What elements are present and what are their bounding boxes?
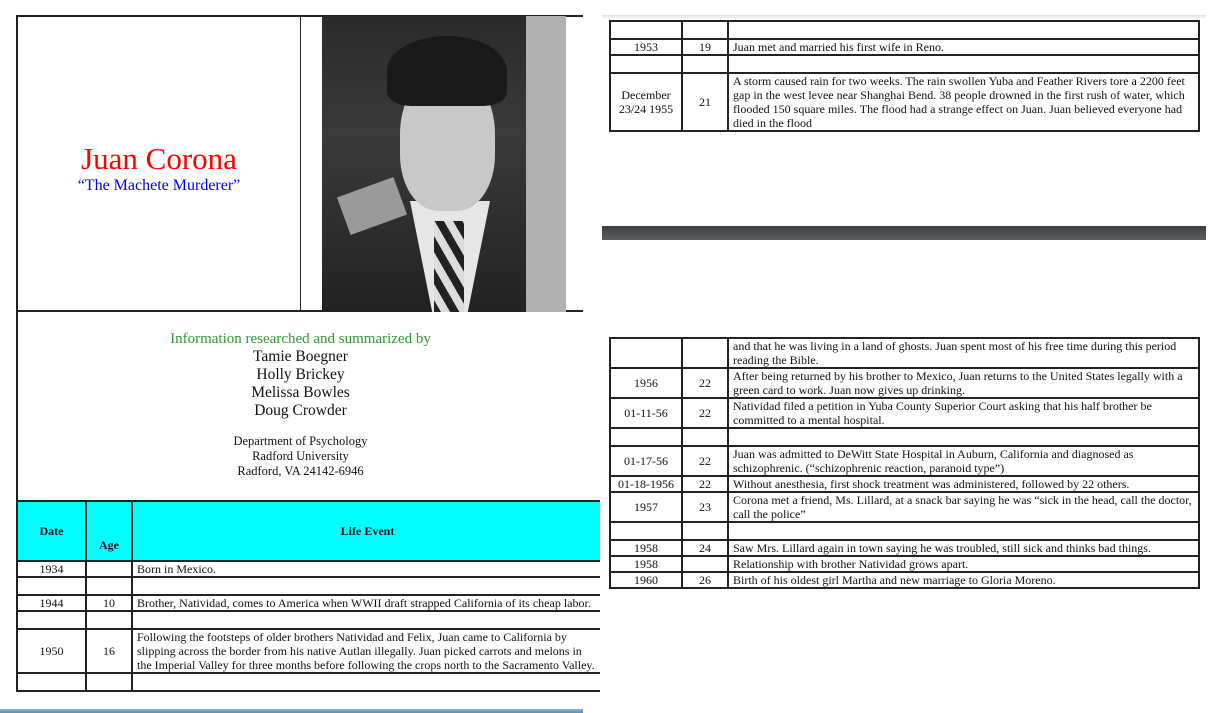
cell-date	[610, 21, 682, 39]
author-name: Tamie Boegner	[253, 348, 348, 365]
cell-date: 1944	[17, 595, 86, 611]
timeline-table-continued	[609, 20, 1200, 132]
cell-life-event	[728, 55, 1199, 73]
cell-age: 21	[682, 73, 728, 131]
subject-photo	[322, 16, 566, 312]
cell-date	[610, 522, 682, 540]
header-date: Date	[17, 501, 86, 561]
document-page-1	[0, 0, 600, 713]
cell-date: 1960	[610, 572, 682, 588]
author-name: Melissa Bowles	[251, 384, 350, 401]
cell-age: 22	[682, 398, 728, 428]
cell-life-event: and that he was living in a land of ghosts. Juan spent most of his free time during this period reading the Bible.	[728, 338, 1199, 368]
cell-date: 01-17-56	[610, 446, 682, 476]
author-name: Doug Crowder	[254, 402, 347, 419]
title-box-divider	[300, 15, 301, 312]
cell-date: 1958	[610, 540, 682, 556]
table-row	[610, 572, 1199, 588]
cell-age	[682, 21, 728, 39]
cell-life-event: Saw Mrs. Lillard again in town saying he was troubled, still sick and thinks bad things.	[728, 540, 1199, 556]
author-name: Holly Brickey	[256, 366, 345, 383]
address: Radford, VA 24142-6946	[237, 464, 364, 478]
table-row	[610, 73, 1199, 131]
table-row	[17, 595, 600, 611]
cell-life-event	[132, 673, 600, 691]
table-header-row	[17, 501, 600, 561]
cell-age: 23	[682, 492, 728, 522]
cell-age	[86, 577, 132, 595]
cell-date: 01-11-56	[610, 398, 682, 428]
cell-date	[610, 338, 682, 368]
page-break-divider	[602, 226, 1206, 240]
table-row	[610, 540, 1199, 556]
cell-age	[682, 338, 728, 368]
cell-life-event	[132, 577, 600, 595]
table-row	[17, 561, 600, 577]
cell-date	[610, 55, 682, 73]
table-row	[17, 629, 600, 673]
cell-age	[682, 55, 728, 73]
timeline-table-page-2	[609, 337, 1200, 589]
timeline-table	[16, 500, 600, 692]
cell-life-event: Brother, Natividad, comes to America when WWII draft strapped California of its cheap labor.	[132, 595, 600, 611]
cell-life-event: Relationship with brother Natividad grows apart.	[728, 556, 1199, 572]
cell-age: 24	[682, 540, 728, 556]
cell-date: 1950	[17, 629, 86, 673]
subject-name: Juan Corona	[81, 140, 237, 176]
table-row	[610, 55, 1199, 73]
cell-age	[86, 561, 132, 577]
cell-age: 22	[682, 368, 728, 398]
table-row	[610, 368, 1199, 398]
cell-date	[17, 673, 86, 691]
cell-life-event: Following the footsteps of older brothers Natividad and Felix, Juan came to California by slipping across the border from his native Autlan illegally. Juan picked carrots and melons in the Imperial Valley for three months before following the crops north to the Sacramento Valley.	[132, 629, 600, 673]
cell-age: 16	[86, 629, 132, 673]
page-top-shadow	[602, 15, 1206, 19]
cell-age	[86, 673, 132, 691]
cell-age	[682, 556, 728, 572]
cell-age: 22	[682, 476, 728, 492]
cell-life-event	[728, 21, 1199, 39]
cell-life-event: A storm caused rain for two weeks. The rain swollen Yuba and Feather Rivers tore a 2200 feet gap in the west levee near Shanghai Bend. 38 people drowned in the first rush of water, which flooded 150 square miles. The flood had a strange effect on Juan. Juan believed everyone had died in the flood	[728, 73, 1199, 131]
credits-intro: Information researched and summarized by	[170, 331, 431, 347]
cell-life-event: Natividad filed a petition in Yuba County Superior Court asking that his half brother be committed to a mental hospital.	[728, 398, 1199, 428]
cell-date: 1953	[610, 39, 682, 55]
table-row	[610, 446, 1199, 476]
table-row	[17, 611, 600, 629]
cell-date: 1958	[610, 556, 682, 572]
cell-date: 1957	[610, 492, 682, 522]
table-row	[610, 21, 1199, 39]
cell-age: 19	[682, 39, 728, 55]
cell-life-event	[132, 611, 600, 629]
cell-life-event: Birth of his oldest girl Martha and new marriage to Gloria Moreno.	[728, 572, 1199, 588]
cell-date	[17, 611, 86, 629]
cell-age	[86, 611, 132, 629]
cell-life-event: Juan met and married his first wife in Reno.	[728, 39, 1199, 55]
header-life-event: Life Event	[132, 501, 600, 561]
cell-life-event: Without anesthesia, first shock treatment was administered, followed by 22 others.	[728, 476, 1199, 492]
department: Department of Psychology	[233, 434, 368, 448]
table-row	[610, 522, 1199, 540]
title-cell	[18, 17, 300, 310]
cell-life-event: Juan was admitted to DeWitt State Hospital in Auburn, California and diagnosed as schizophrenic. (“schizophrenic reaction, paranoid type”)	[728, 446, 1199, 476]
cell-age	[682, 428, 728, 446]
table-row	[610, 476, 1199, 492]
table-row	[17, 673, 600, 691]
table-row	[610, 398, 1199, 428]
cell-date: 01-18-1956	[610, 476, 682, 492]
table-row	[17, 577, 600, 595]
cell-age: 22	[682, 446, 728, 476]
cell-date: 1956	[610, 368, 682, 398]
cell-age: 26	[682, 572, 728, 588]
page-bottom-edge	[0, 709, 583, 713]
table-row	[610, 338, 1199, 368]
table-row	[610, 428, 1199, 446]
table-row	[610, 556, 1199, 572]
university: Radford University	[252, 449, 349, 463]
cell-date	[17, 577, 86, 595]
cell-life-event: Corona met a friend, Ms. Lillard, at a snack bar saying he was “sick in the head, call the doctor, call the police”	[728, 492, 1199, 522]
cell-date: 1934	[17, 561, 86, 577]
table-row	[610, 39, 1199, 55]
cell-date	[610, 428, 682, 446]
cell-life-event: After being returned by his brother to Mexico, Juan returns to the United States legally with a green card to work. Juan now gives up drinking.	[728, 368, 1199, 398]
header-age: Age	[86, 501, 132, 561]
cell-life-event	[728, 522, 1199, 540]
credits-section	[16, 312, 583, 500]
cell-life-event	[728, 428, 1199, 446]
table-row	[610, 492, 1199, 522]
cell-life-event: Born in Mexico.	[132, 561, 600, 577]
cell-date: December 23/24 1955	[610, 73, 682, 131]
cell-age: 10	[86, 595, 132, 611]
subject-nickname: “The Machete Murderer”	[77, 176, 241, 194]
cell-age	[682, 522, 728, 540]
